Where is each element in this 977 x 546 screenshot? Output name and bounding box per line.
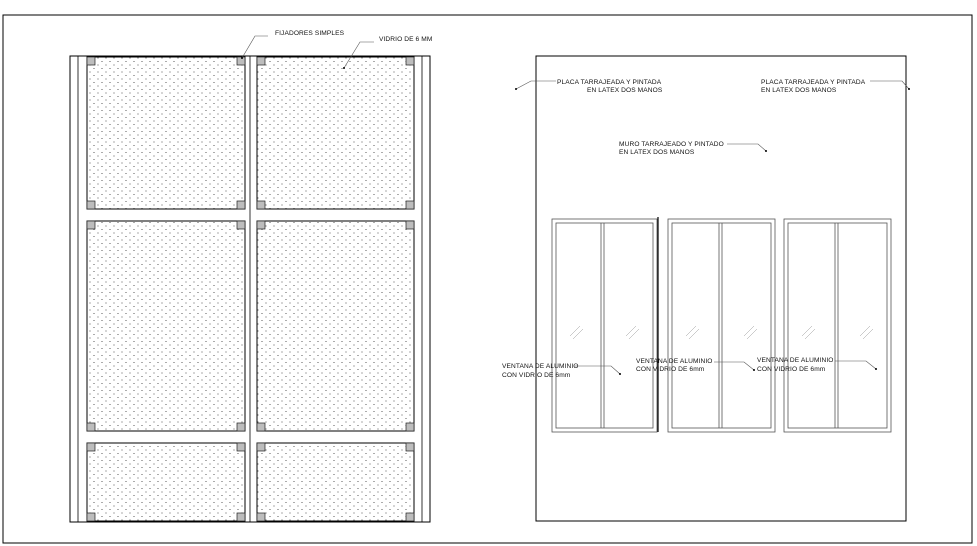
fixing-clip [237, 221, 245, 229]
callout-plate-left [515, 79, 663, 94]
callout-window-2 [636, 358, 755, 373]
fixing-clip [406, 513, 414, 521]
callout-wall-line2: EN LATEX DOS MANOS [619, 149, 695, 156]
aluminium-window-2 [668, 219, 775, 432]
fixing-clip [237, 201, 245, 209]
fixing-clip [87, 201, 95, 209]
callout-wall-line1: MURO TARRAJEADO Y PINTADO [619, 141, 724, 148]
callout-window-2-line1: VENTANA DE ALUMINIO [636, 358, 713, 365]
callout-plate-left-line1: PLACA TARRAJEADA Y PINTADA [557, 79, 662, 86]
glass-panel [257, 57, 414, 209]
callout-window-1 [502, 363, 621, 379]
fixing-clip [257, 423, 265, 431]
fixing-clip [237, 443, 245, 451]
glass-panel [257, 221, 414, 431]
callout-window-1-line1: VENTANA DE ALUMINIO [502, 363, 579, 370]
fixing-clip [257, 57, 265, 65]
glass-panel [257, 443, 414, 521]
callout-plate-left-line2: EN LATEX DOS MANOS [587, 87, 663, 94]
callout-window-2-line2: CON VIDRIO DE 6mm [636, 366, 705, 373]
fixing-clip [406, 221, 414, 229]
fixing-clip [406, 443, 414, 451]
fixing-clip [406, 201, 414, 209]
callout-window-1-line2: CON VIDRIO DE 6mm [502, 372, 571, 379]
glass-facade-elevation [70, 30, 432, 522]
fixing-clip [87, 443, 95, 451]
fixing-clip [87, 423, 95, 431]
glass-panel [87, 443, 245, 521]
callout-plate-right-line2: EN LATEX DOS MANOS [761, 87, 837, 94]
fixing-clip [237, 423, 245, 431]
callout-plate-right-line1: PLACA TARRAJEADA Y PINTADA [761, 79, 866, 86]
wall-outline [536, 56, 906, 521]
aluminium-window-1 [552, 219, 657, 432]
fixing-clip [237, 57, 245, 65]
callout-window-3-line2: CON VIDRIO DE 6mm [757, 366, 826, 373]
wall-elevation [502, 56, 910, 521]
aluminium-window-3 [784, 219, 891, 432]
fixing-clip [257, 201, 265, 209]
fixing-clip [87, 513, 95, 521]
fixing-clip [257, 443, 265, 451]
callout-fixings [241, 30, 345, 59]
fixing-clip [237, 513, 245, 521]
fixing-clip [406, 423, 414, 431]
fixing-clip [87, 221, 95, 229]
callout-wall [619, 141, 767, 156]
callout-glass-text: VIDRIO DE 6 MM [379, 36, 433, 43]
callout-plate-right [761, 79, 910, 94]
callout-fixings-text: FIJADORES SIMPLES [275, 30, 345, 37]
glass-panel [87, 57, 245, 209]
glass-panel [87, 221, 245, 431]
fixing-clip [87, 57, 95, 65]
fixing-clip [257, 221, 265, 229]
fixing-clip [257, 513, 265, 521]
fixing-clip [406, 57, 414, 65]
callout-window-3-line1: VENTANA DE ALUMINIO [757, 357, 834, 364]
